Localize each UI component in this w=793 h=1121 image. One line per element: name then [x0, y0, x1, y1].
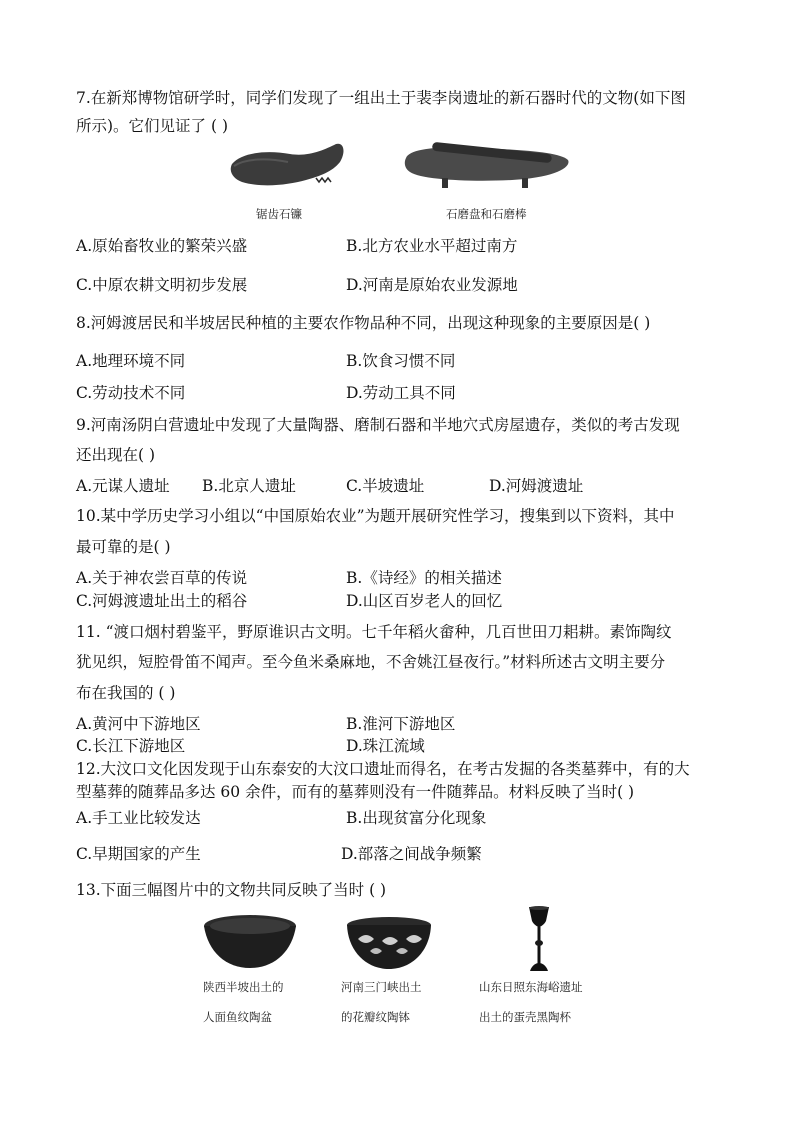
- q9-option-b: B.北京人遗址: [202, 477, 296, 495]
- q11-option-d: D.珠江流域: [346, 737, 425, 755]
- q12-option-a: A.手工业比较发达: [76, 809, 201, 827]
- q8-option-a: A.地理环境不同: [76, 352, 186, 370]
- q12-option-c: C.早期国家的产生: [76, 845, 201, 863]
- q7-stem-line1: 7.在新郑博物馆研学时，同学们发现了一组出土于裴李岗遗址的新石器时代的文物(如下图: [76, 89, 686, 107]
- q10-stem-line1: 10.某中学历史学习小组以“中国原始农业”为题开展研究性学习，搜集到以下资料，其中: [76, 507, 675, 525]
- q7-stem-line2: 所示)。它们见证了 ( ): [76, 117, 228, 135]
- q11-stem-line3: 布在我国的 ( ): [76, 684, 176, 702]
- q7-option-c: C.中原农耕文明初步发展: [76, 276, 248, 294]
- saw-tooth-stone-sickle-image: [228, 142, 346, 190]
- q12-stem-line1: 12.大汶口文化因发现于山东泰安的大汶口遗址而得名，在考古发掘的各类墓葬中，有的大: [76, 760, 690, 778]
- q12-option-d: D.部落之间战争频繁: [341, 845, 482, 863]
- q7-option-b: B.北方农业水平超过南方: [346, 237, 518, 255]
- q8-stem-line1: 8.河姆渡居民和半坡居民种植的主要农作物品种不同，出现这种现象的主要原因是( ): [76, 314, 651, 332]
- q10-option-c: C.河姆渡遗址出土的稻谷: [76, 592, 248, 610]
- q11-option-b: B.淮河下游地区: [346, 715, 456, 733]
- q8-option-b: B.饮食习惯不同: [346, 352, 456, 370]
- fish-face-pottery-basin-image: [202, 912, 298, 970]
- q7-caption-sickle: 锯齿石镰: [256, 207, 302, 221]
- q10-option-d: D.山区百岁老人的回忆: [346, 592, 503, 610]
- q13-caption2-line2: 的花瓣纹陶钵: [341, 1010, 410, 1024]
- q13-caption3-line2: 出土的蛋壳黑陶杯: [479, 1010, 571, 1024]
- grinding-slab-and-roller-image: [402, 140, 572, 192]
- q10-option-a: A.关于神农尝百草的传说: [76, 569, 248, 587]
- q9-stem-line2: 还出现在( ): [76, 446, 156, 464]
- petal-pattern-pottery-bowl-image: [344, 915, 434, 971]
- q7-option-a: A.原始畜牧业的繁荣兴盛: [76, 237, 248, 255]
- q9-option-a: A.元谋人遗址: [76, 477, 170, 495]
- q11-stem-line2: 犹见织，短腔骨笛不闻声。至今鱼米桑麻地，不舍姚江昼夜行。”材料所述古文明主要分: [76, 653, 666, 671]
- q8-option-c: C.劳动技术不同: [76, 384, 186, 402]
- q13-stem-line1: 13.下面三幅图片中的文物共同反映了当时 ( ): [76, 881, 387, 899]
- q13-caption2-line1: 河南三门峡出土: [341, 980, 422, 994]
- q9-option-d: D.河姆渡遗址: [489, 477, 584, 495]
- q10-stem-line2: 最可靠的是( ): [76, 538, 171, 556]
- q9-option-c: C.半坡遗址: [346, 477, 425, 495]
- q7-option-d: D.河南是原始农业发源地: [346, 276, 518, 294]
- q13-caption1-line2: 人面鱼纹陶盆: [203, 1010, 272, 1024]
- q12-stem-line2: 型墓葬的随葬品多达 60 余件，而有的墓葬则没有一件随葬品。材料反映了当时( ): [76, 783, 635, 801]
- q9-stem-line1: 9.河南汤阴白营遗址中发现了大量陶器、磨制石器和半地穴式房屋遗存，类似的考古发现: [76, 416, 680, 434]
- q13-caption3-line1: 山东日照东海峪遗址: [479, 980, 583, 994]
- q7-caption-mill: 石磨盘和石磨棒: [446, 207, 527, 221]
- q11-stem-line1: 11. “渡口烟村碧鉴平，野原谁识古文明。七千年稻火畲种，几百世田刀耜耕。素饰陶纹: [76, 623, 672, 641]
- q11-option-a: A.黄河中下游地区: [76, 715, 201, 733]
- eggshell-black-pottery-cup-image: [524, 905, 554, 975]
- q10-option-b: B.《诗经》的相关描述: [346, 569, 502, 587]
- q12-option-b: B.出现贫富分化现象: [346, 809, 487, 827]
- q8-option-d: D.劳动工具不同: [346, 384, 456, 402]
- q11-option-c: C.长江下游地区: [76, 737, 186, 755]
- q13-caption1-line1: 陕西半坡出土的: [203, 980, 284, 994]
